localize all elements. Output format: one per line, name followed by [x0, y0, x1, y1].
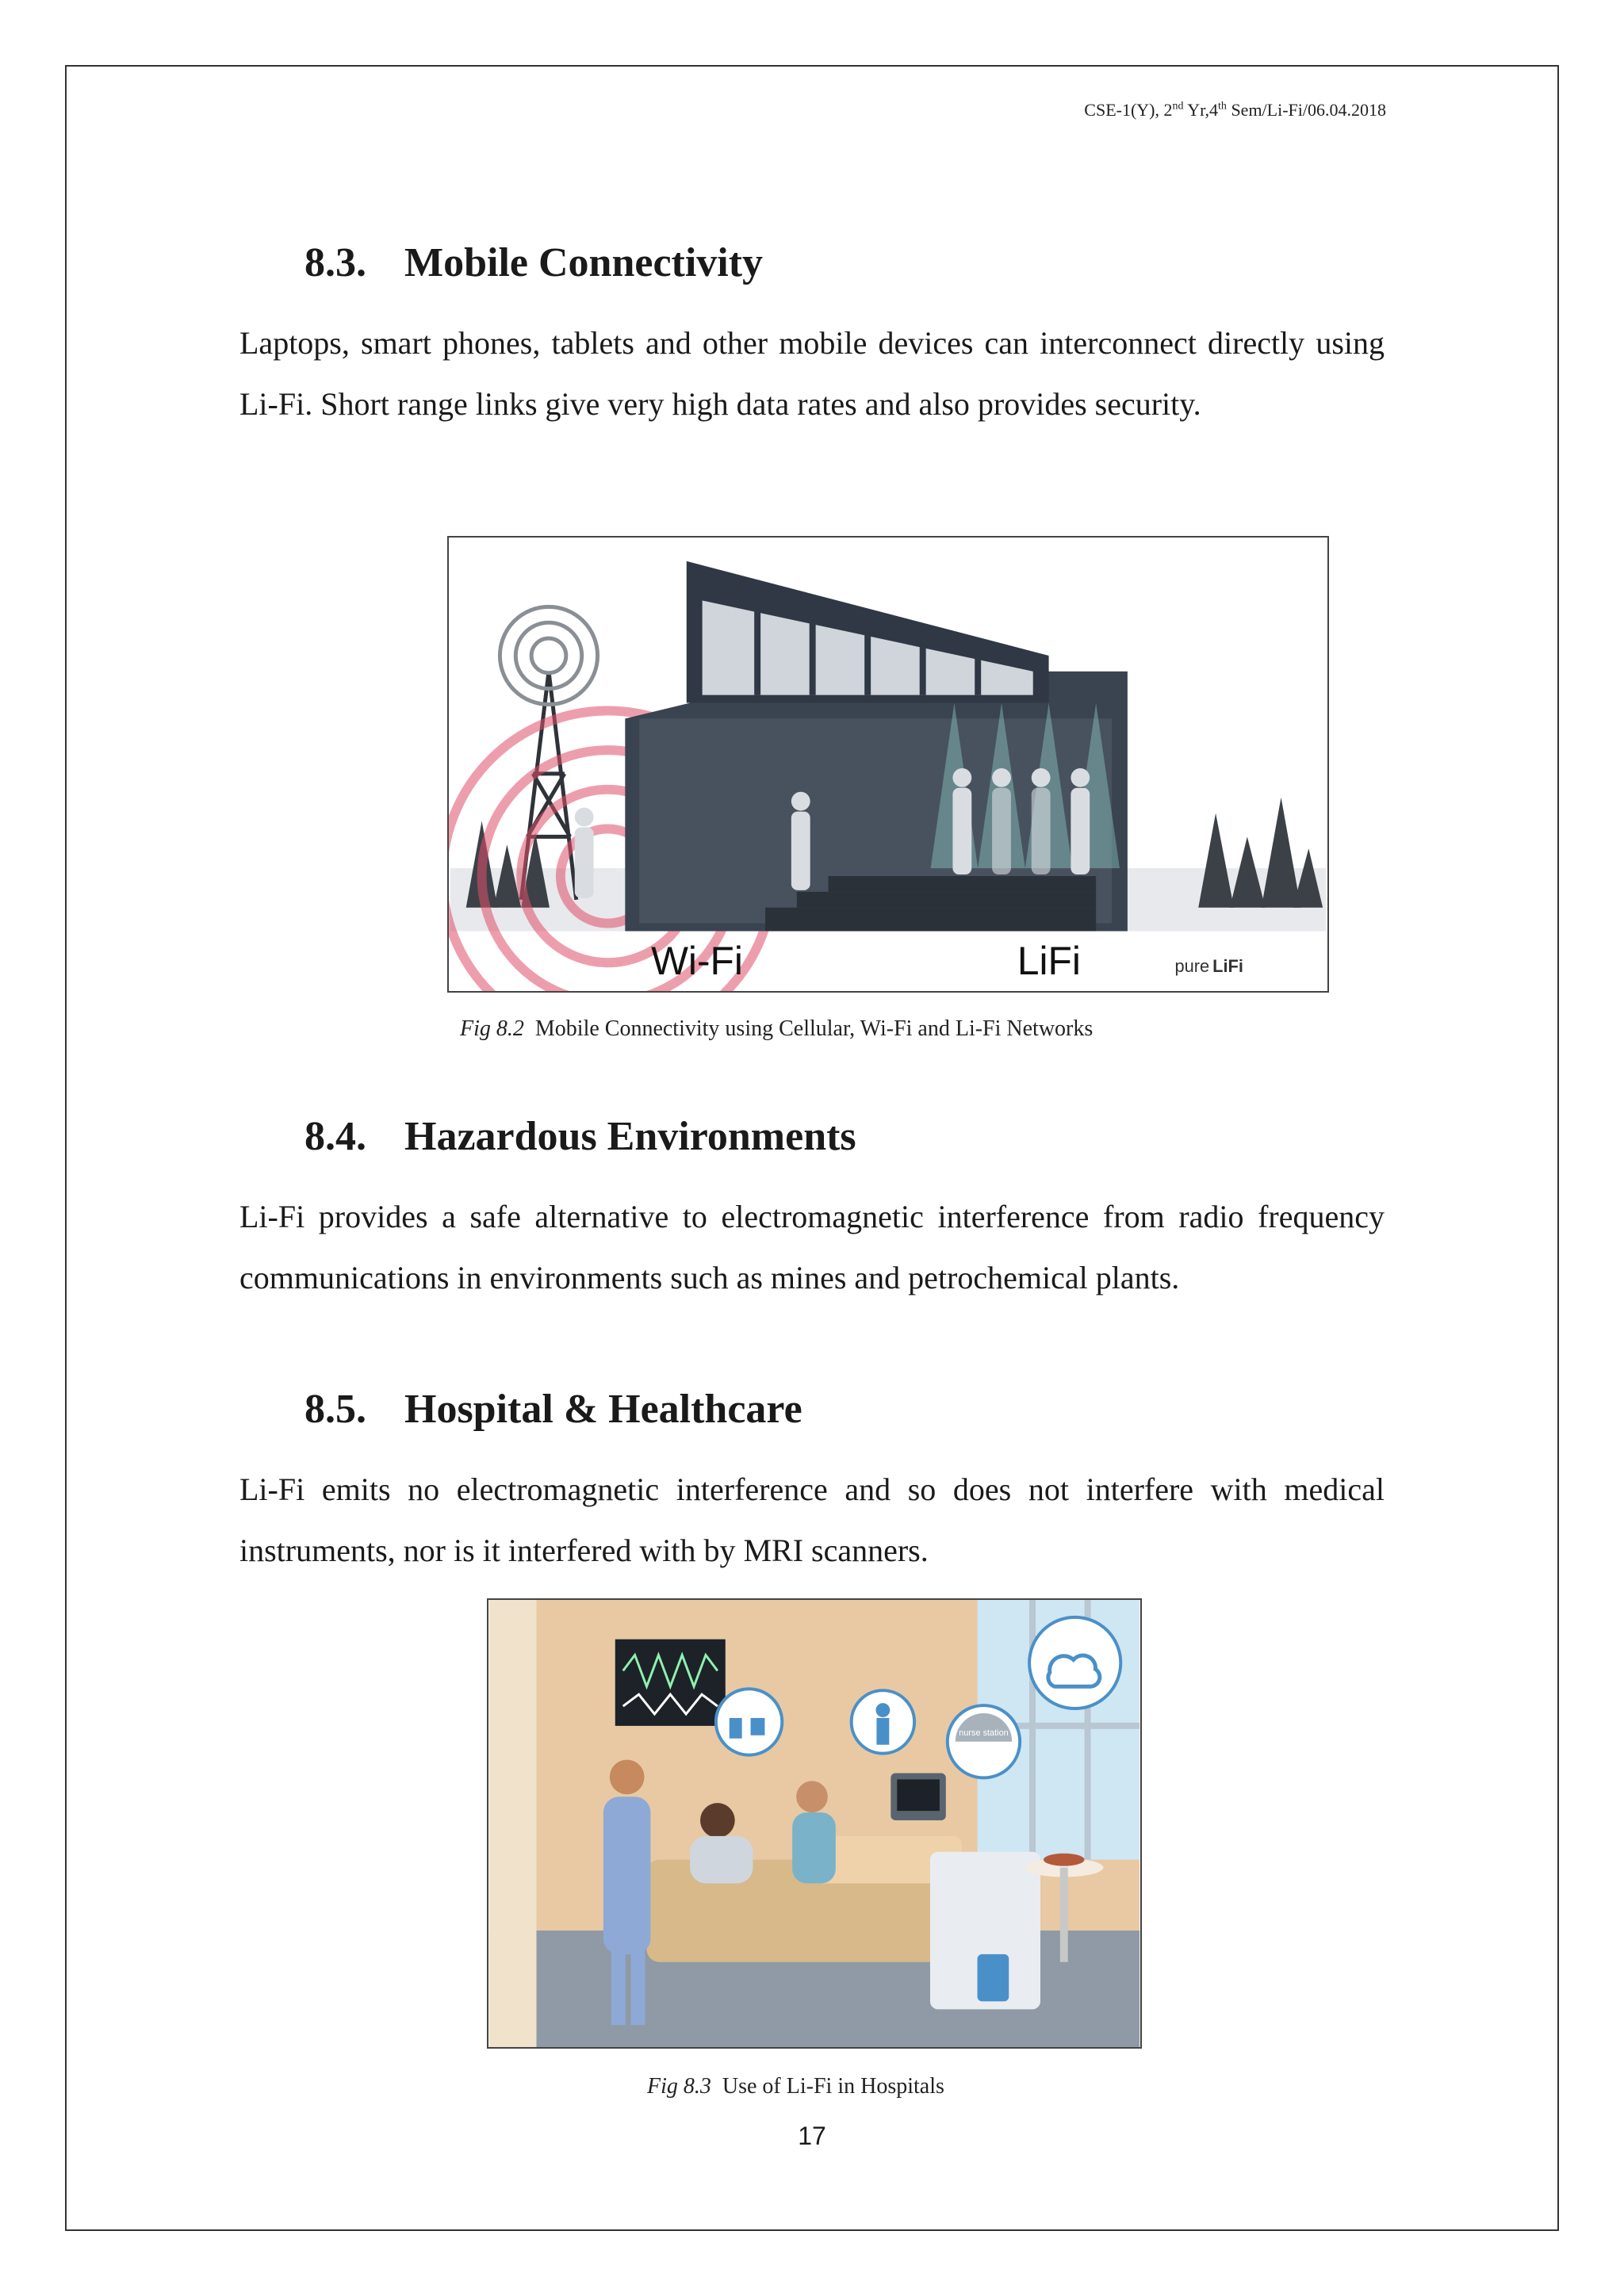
figure-label: Fig 8.3 [647, 2074, 711, 2099]
figure-label: Fig 8.2 [460, 1016, 524, 1041]
section-heading-8-4 [304, 1113, 856, 1160]
figure-caption-8-2 [460, 1016, 1093, 1042]
figure-caption-text: Mobile Connectivity using Cellular, Wi-Fi and Li-Fi Networks [534, 1016, 1094, 1041]
section-number: 8.5. [304, 1387, 366, 1432]
logo-lifi-text: LiFi [1212, 956, 1243, 977]
section-heading-8-5 [304, 1386, 802, 1433]
running-header: CSE-1(Y), 2nd Yr,4th Sem/Li-Fi/06.04.2018 [1084, 100, 1386, 120]
section-title: Mobile Connectivity [404, 240, 764, 285]
section-number: 8.4. [304, 1114, 366, 1159]
figure-label-wifi: Wi-Fi [651, 939, 743, 984]
figure-8-3-image [487, 1598, 1142, 2049]
figure-8-2-image [447, 536, 1329, 993]
section-title: Hospital & Healthcare [404, 1387, 802, 1432]
page-number: 17 [798, 2122, 826, 2150]
section-body-8-5: Li-Fi emits no electromagnetic interference and so does not interfere with medical instruments, nor is it interfered with by MRI scanners. [239, 1471, 1385, 1568]
section-heading-8-3 [304, 239, 763, 286]
section-body-8-3: Laptops, smart phones, tablets and other mobile devices can interconnect directly using Li-Fi. Short range links give very high data rates and also provides security. [239, 325, 1385, 422]
figure-caption-8-3 [647, 2074, 944, 2099]
logo-pure-text: pure [1174, 956, 1210, 977]
section-title: Hazardous Environments [404, 1114, 856, 1159]
section-body-8-4: Li-Fi provides a safe alternative to electromagnetic interference from radio frequency communications in environments such as mines and petrochemical plants. [239, 1199, 1385, 1295]
section-number: 8.3. [304, 240, 366, 285]
nurse-station-label: nurse station [959, 1728, 1009, 1738]
figure-caption-text: Use of Li-Fi in Hospitals [722, 2074, 944, 2099]
figure-label-lifi: LiFi [1017, 939, 1081, 984]
